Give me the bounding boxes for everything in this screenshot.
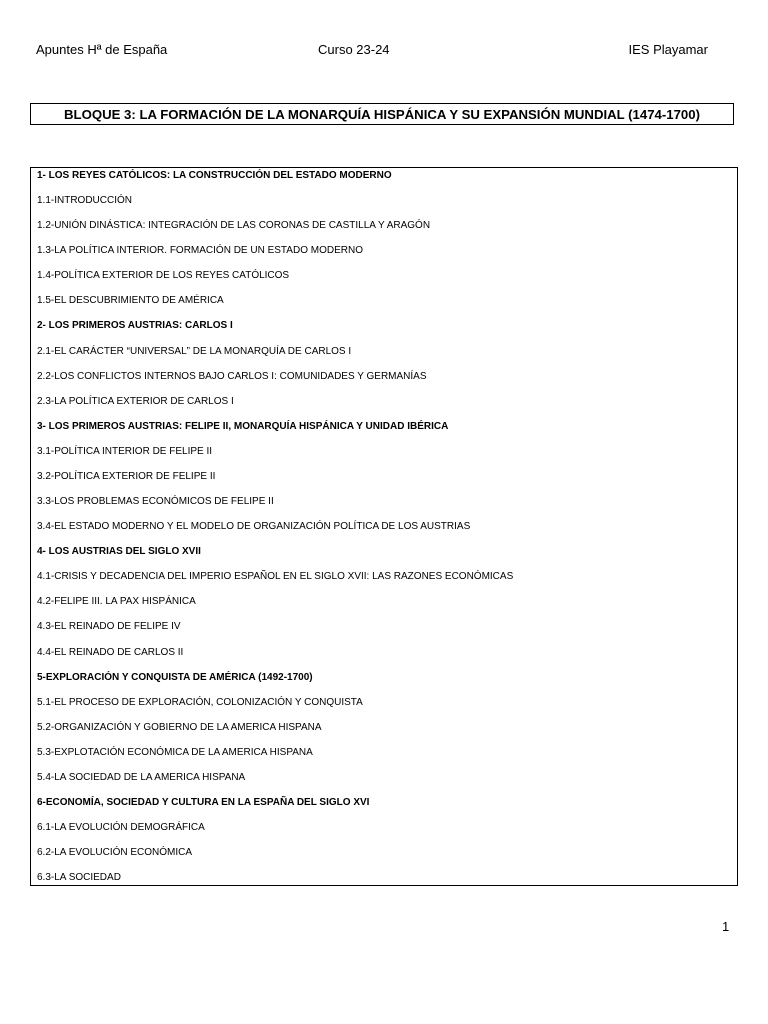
toc-subsection-item: 4.3-EL REINADO DE FELIPE IV bbox=[37, 621, 181, 633]
toc-subsection-item: 6.1-LA EVOLUCIÓN DEMOGRÁFICA bbox=[37, 822, 205, 834]
header-course-notes: Apuntes Hª de España bbox=[36, 42, 168, 57]
toc-subsection-item: 1.4-POLÍTICA EXTERIOR DE LOS REYES CATÓLICOS bbox=[37, 270, 290, 282]
toc-section-heading: 6-ECONOMÍA, SOCIEDAD Y CULTURA EN LA ESPAÑA DEL SIGLO XVI bbox=[37, 797, 370, 808]
toc-subsection-item: 6.3-LA SOCIEDAD bbox=[37, 872, 121, 884]
toc-subsection-item: 4.1-CRISIS Y DECADENCIA DEL IMPERIO ESPAÑOL EN EL SIGLO XVII: LAS RAZONES ECONÓMICAS bbox=[37, 571, 514, 583]
toc-subsection-item: 2.2-LOS CONFLICTOS INTERNOS BAJO CARLOS I: COMUNIDADES Y GERMANÍAS bbox=[37, 370, 427, 382]
toc-subsection-item: 3.4-EL ESTADO MODERNO Y EL MODELO DE ORGANIZACIÓN POLÍTICA DE LOS AUSTRIAS bbox=[37, 521, 471, 533]
toc-subsection-item: 1.5-EL DESCUBRIMIENTO DE AMÉRICA bbox=[37, 295, 224, 307]
header-school-name: IES Playamar bbox=[628, 42, 708, 57]
toc-subsection-item: 5.3-EXPLOTACIÓN ECONÓMICA DE LA AMERICA HISPANA bbox=[37, 746, 313, 758]
toc-subsection-item: 5.4-LA SOCIEDAD DE LA AMERICA HISPANA bbox=[37, 771, 246, 783]
toc-section-heading: 5-EXPLORACIÓN Y CONQUISTA DE AMÉRICA (1492-1700) bbox=[37, 671, 313, 683]
header-school-year: Curso 23-24 bbox=[318, 42, 390, 57]
toc-section-heading: 4- LOS AUSTRIAS DEL SIGLO XVII bbox=[37, 546, 201, 558]
toc-subsection-item: 2.3-LA POLÍTICA EXTERIOR DE CARLOS I bbox=[37, 395, 234, 407]
toc-subsection-item: 1.1-INTRODUCCIÓN bbox=[37, 195, 133, 207]
toc-section-heading: 2- LOS PRIMEROS AUSTRIAS: CARLOS I bbox=[37, 320, 233, 332]
toc-section-heading: 3- LOS PRIMEROS AUSTRIAS: FELIPE II, MONARQUÍA HISPÁNICA Y UNIDAD IBÉRICA bbox=[37, 420, 449, 432]
page-number: 1 bbox=[722, 919, 730, 934]
toc-subsection-item: 6.2-LA EVOLUCIÓN ECONÓMICA bbox=[37, 847, 193, 859]
block-title: BLOQUE 3: LA FORMACIÓN DE LA MONARQUÍA HISPÁNICA Y SU EXPANSIÓN MUNDIAL (1474-1700) bbox=[30, 103, 734, 125]
toc-subsection-item: 3.1-POLÍTICA INTERIOR DE FELIPE II bbox=[37, 445, 213, 457]
toc-section-heading: 1- LOS REYES CATÓLICOS: LA CONSTRUCCIÓN DEL ESTADO MODERNO bbox=[37, 170, 392, 181]
toc-subsection-item: 4.4-EL REINADO DE CARLOS II bbox=[37, 646, 184, 658]
table-of-contents bbox=[30, 167, 738, 886]
toc-subsection-item: 4.2-FELIPE III. LA PAX HISPÁNICA bbox=[37, 596, 196, 608]
page-header bbox=[36, 42, 708, 62]
toc-subsection-item: 1.3-LA POLÍTICA INTERIOR. FORMACIÓN DE UN ESTADO MODERNO bbox=[37, 245, 363, 257]
toc-subsection-item: 1.2-UNIÓN DINÁSTICA: INTEGRACIÓN DE LAS CORONAS DE CASTILLA Y ARAGÓN bbox=[37, 220, 431, 232]
toc-subsection-item: 2.1-EL CARÁCTER “UNIVERSAL” DE LA MONARQUÍA DE CARLOS I bbox=[37, 345, 352, 357]
toc-subsection-item: 3.2-POLÍTICA EXTERIOR DE FELIPE II bbox=[37, 470, 216, 482]
toc-subsection-item: 3.3-LOS PROBLEMAS ECONÓMICOS DE FELIPE II bbox=[37, 496, 274, 508]
toc-subsection-item: 5.1-EL PROCESO DE EXPLORACIÓN, COLONIZACIÓN Y CONQUISTA bbox=[37, 696, 363, 708]
toc-subsection-item: 5.2-ORGANIZACIÓN Y GOBIERNO DE LA AMERICA HISPANA bbox=[37, 721, 322, 733]
